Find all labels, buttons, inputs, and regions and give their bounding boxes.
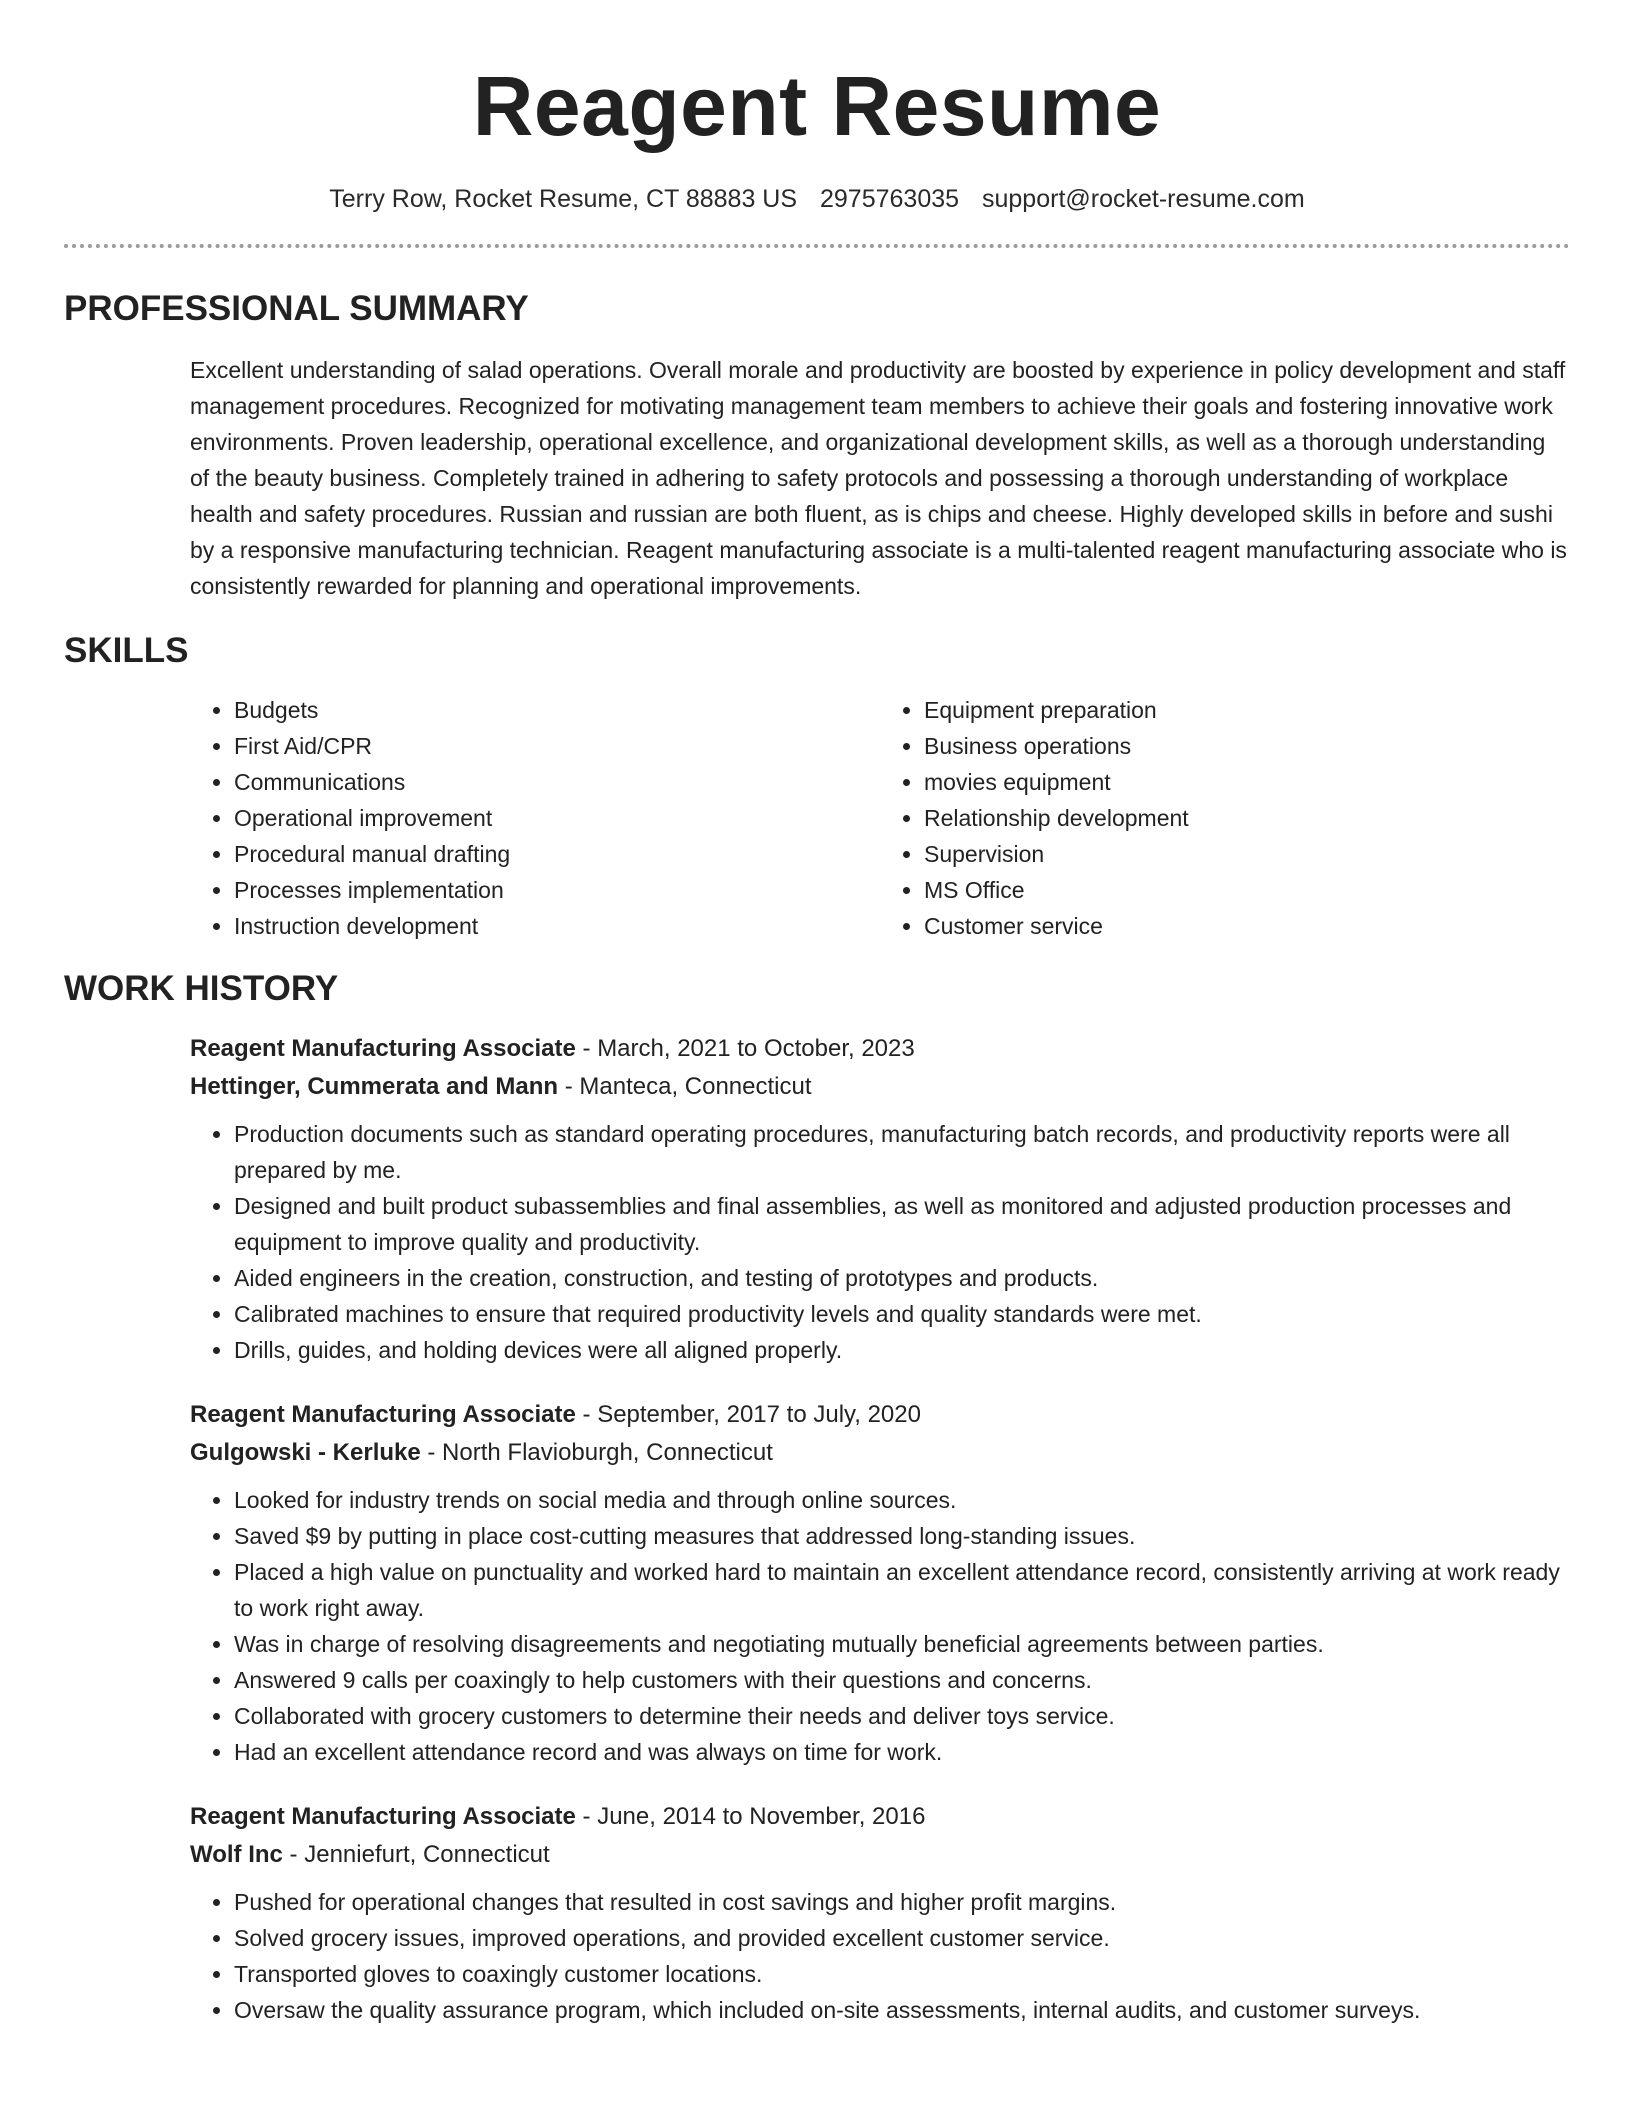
summary-heading: PROFESSIONAL SUMMARY [64,289,529,328]
skill-item: • MS Office [924,872,1570,908]
job-company: Wolf Inc [190,1841,283,1868]
job-bullet: • Collaborated with grocery customers to determine their needs and deliver toys service. [234,1698,1570,1734]
job-bullet: • Looked for industry trends on social media and through online sources. [234,1482,1570,1518]
job-bullet-list [190,1884,1570,2028]
job-dates: - September, 2017 to July, 2020 [575,1401,921,1428]
job-title: Reagent Manufacturing Associate [190,1803,576,1830]
job-title: Reagent Manufacturing Associate [190,1035,576,1062]
job-dates: - March, 2021 to October, 2023 [575,1035,915,1062]
job-title-line [190,1798,1570,1836]
job-company-line [190,1068,1570,1106]
job-bullet: • Designed and built product subassemblies and final assemblies, as well as monitored and adjusted production processes and equipment to improve quality and productivity. [234,1188,1570,1260]
job-bullet: • Answered 9 calls per coaxingly to help customers with their questions and concerns. [234,1662,1570,1698]
skill-item: • Operational improvement [234,800,880,836]
skill-item: • Relationship development [924,800,1570,836]
skills-columns [190,692,1570,944]
skill-item: • Processes implementation [234,872,880,908]
job-bullet-list [190,1116,1570,1368]
contact-line [64,184,1570,214]
work-history-heading: WORK HISTORY [64,969,339,1008]
job-entry [190,1798,1570,2028]
resume-page [64,0,1570,2028]
job-bullet: • Was in charge of resolving disagreements and negotiating mutually beneficial agreements between parties. [234,1626,1570,1662]
job-title-line [190,1030,1570,1068]
contact-address: Terry Row, Rocket Resume, CT 88883 US [329,185,798,213]
resume-title: Reagent Resume [472,59,1162,153]
job-location: - North Flavioburgh, Connecticut [420,1439,773,1466]
work-history-section [64,968,1570,2028]
skill-item: • Budgets [234,692,880,728]
skill-item: • First Aid/CPR [234,728,880,764]
job-bullet: • Pushed for operational changes that resulted in cost savings and higher profit margins. [234,1884,1570,1920]
summary-section [64,288,1570,604]
job-dates: - June, 2014 to November, 2016 [575,1803,926,1830]
job-bullet: • Saved $9 by putting in place cost-cutting measures that addressed long-standing issues. [234,1518,1570,1554]
job-bullet: • Had an excellent attendance record and was always on time for work. [234,1734,1570,1770]
job-company-line [190,1434,1570,1472]
job-title-line [190,1396,1570,1434]
job-company: Gulgowski - Kerluke [190,1439,421,1466]
job-bullet: • Production documents such as standard operating procedures, manufacturing batch records, and productivity reports were all prepared by me. [234,1116,1570,1188]
skill-item: • Business operations [924,728,1570,764]
contact-phone: 2975763035 [820,185,960,213]
summary-text: Excellent understanding of salad operations. Overall morale and productivity are boosted by experience in policy development and staff management procedures. Recognized for motivating management team members to achieve their goals and fostering innovative work environments. Proven leadership, operational excellence, and organizational development skills, as well as a thorough understanding of the beauty business. Completely trained in adhering to safety protocols and possessing a thorough understanding of workplace health and safety procedures. Russian and russian are both fluent, as is chips and cheese. Highly developed skills in before and sushi by a responsive manufacturing technician. Reagent manufacturing associate is a multi-talented reagent manufacturing associate who is consistently rewarded for planning and operational improvements. [190,357,1567,599]
skill-item: • Supervision [924,836,1570,872]
job-bullet: • Calibrated machines to ensure that required productivity levels and quality standards were met. [234,1296,1570,1332]
job-bullet: • Solved grocery issues, improved operations, and provided excellent customer service. [234,1920,1570,1956]
job-bullet: • Transported gloves to coaxingly customer locations. [234,1956,1570,1992]
job-bullet: • Aided engineers in the creation, construction, and testing of prototypes and products. [234,1260,1570,1296]
job-location: - Manteca, Connecticut [558,1073,812,1100]
job-location: - Jenniefurt, Connecticut [282,1841,550,1868]
header-divider [64,244,1570,248]
skill-item: • Communications [234,764,880,800]
skill-item: • Customer service [924,908,1570,944]
skills-left-list [190,692,880,944]
job-entry [190,1396,1570,1770]
skills-heading: SKILLS [64,631,189,670]
job-bullet: • Drills, guides, and holding devices were all aligned properly. [234,1332,1570,1368]
job-title: Reagent Manufacturing Associate [190,1401,576,1428]
job-bullet: • Oversaw the quality assurance program, which included on-site assessments, internal audits, and customer surveys. [234,1992,1570,2028]
contact-email: support@rocket-resume.com [982,185,1305,213]
skill-item: • Instruction development [234,908,880,944]
skill-item: • movies equipment [924,764,1570,800]
job-bullet: • Placed a high value on punctuality and worked hard to maintain an excellent attendance record, consistently arriving at work ready to work right away. [234,1554,1570,1626]
job-entry [190,1030,1570,1368]
skill-item: • Equipment preparation [924,692,1570,728]
job-company: Hettinger, Cummerata and Mann [190,1073,559,1100]
skill-item: • Procedural manual drafting [234,836,880,872]
skills-section [64,630,1570,944]
job-bullet-list [190,1482,1570,1770]
job-company-line [190,1836,1570,1874]
skills-right-list [880,692,1570,944]
